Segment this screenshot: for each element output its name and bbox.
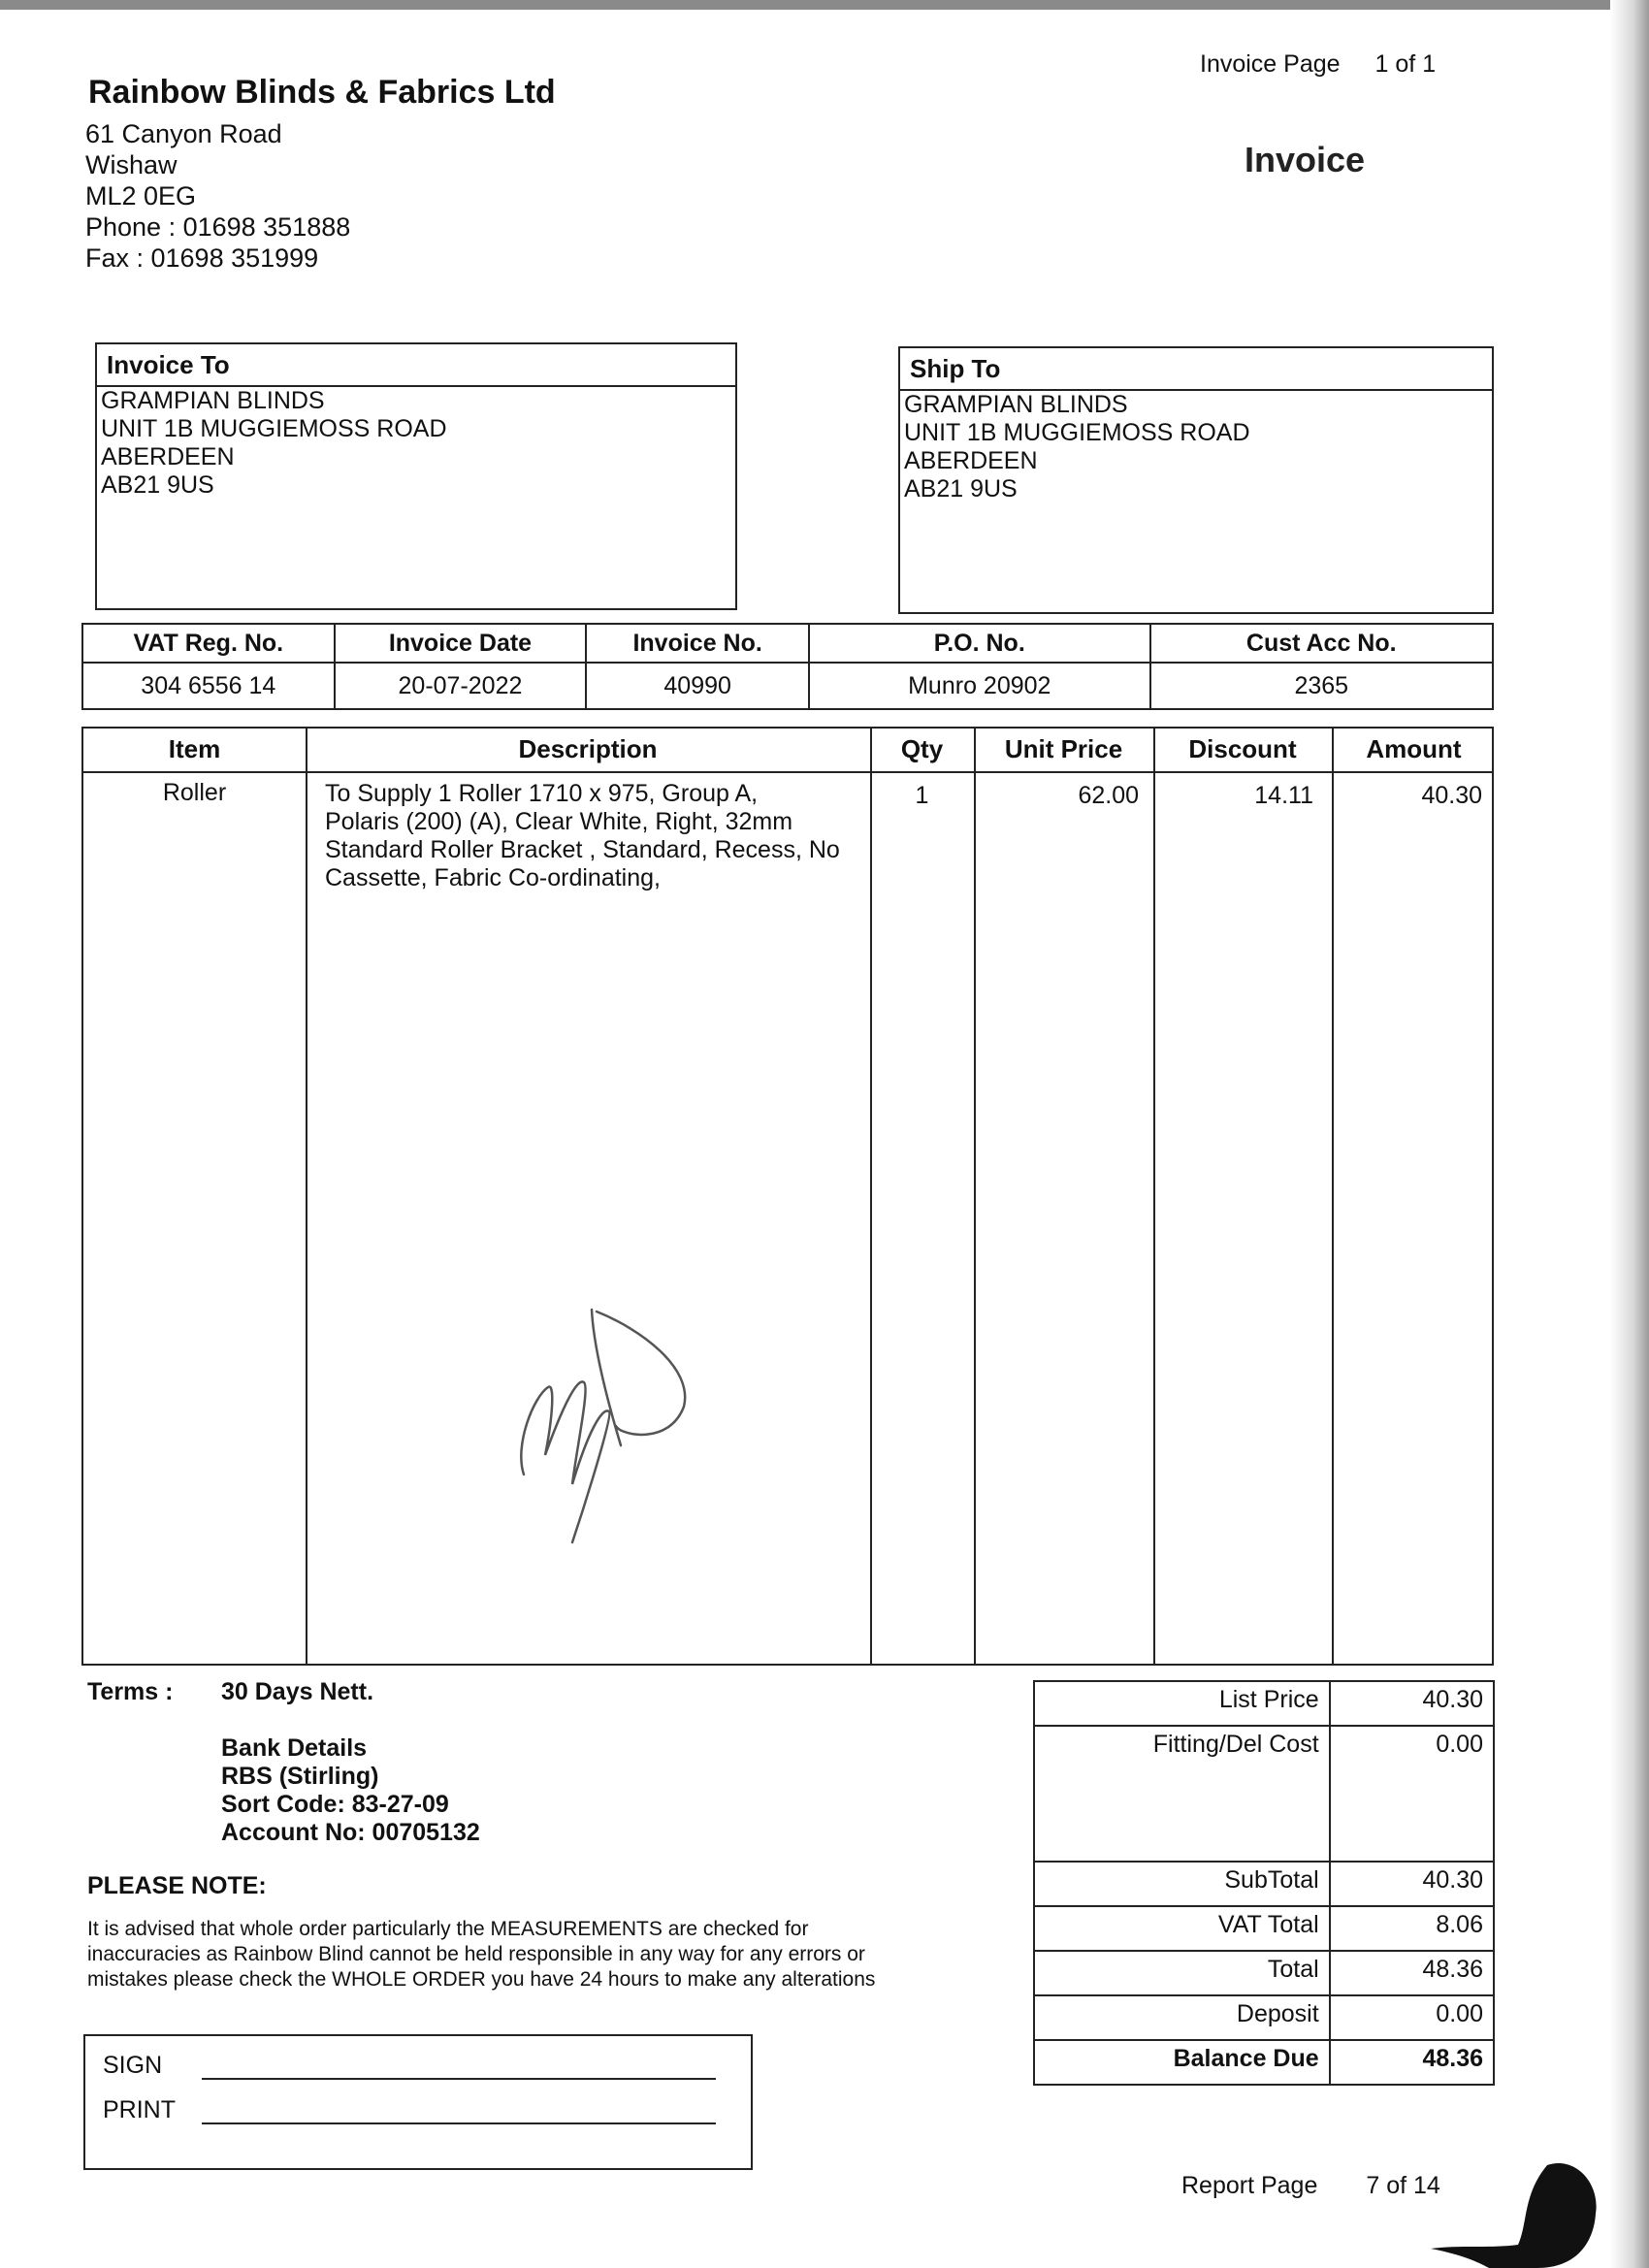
total-label: Total: [1034, 1951, 1330, 1995]
ship-to-line-3: ABERDEEN: [904, 447, 1038, 474]
invoice-to-line-4: AB21 9US: [101, 471, 214, 499]
invoice-page-label: Invoice Page: [1200, 50, 1341, 78]
terms-label: Terms :: [87, 1678, 174, 1705]
invoice-to-line-1: GRAMPIAN BLINDS: [101, 387, 325, 414]
please-note-heading: PLEASE NOTE:: [87, 1872, 267, 1899]
invoice-no-value: 40990: [586, 663, 809, 709]
scan-ink-blot: [1431, 2155, 1605, 2268]
row-item: Roller: [162, 779, 227, 806]
fitting-row: [1034, 1726, 1494, 1862]
please-note-line: inaccuracies as Rainbow Blind cannot be held responsible in any way for any errors or: [87, 1943, 865, 1965]
please-note-line: It is advised that whole order particularly the MEASUREMENTS are checked for: [87, 1918, 809, 1940]
items-header-divider: [83, 771, 1492, 773]
line-items-table: [81, 727, 1494, 1666]
company-name: Rainbow Blinds & Fabrics Ltd: [88, 74, 556, 111]
vat-total-row: [1034, 1906, 1494, 1951]
vat-reg-header: VAT Reg. No.: [82, 624, 335, 663]
invoice-to-box: [95, 342, 737, 610]
list-price-label: List Price: [1034, 1681, 1330, 1726]
row-description: [325, 780, 840, 892]
report-page-label: Report Page: [1181, 2172, 1318, 2199]
discount-header: Discount: [1188, 734, 1297, 763]
ship-to-box: [898, 346, 1494, 614]
report-page-number: [1181, 2172, 1440, 2200]
row-description-line: Polaris (200) (A), Clear White, Right, 32mm: [325, 808, 793, 835]
row-description-line: To Supply 1 Roller 1710 x 975, Group A,: [325, 780, 759, 807]
qty-header: Qty: [900, 734, 944, 763]
subtotal-value: 40.30: [1330, 1862, 1494, 1906]
bank-sort-code: Sort Code: 83-27-09: [221, 1791, 449, 1818]
description-header: Description: [518, 734, 658, 763]
list-price-row: [1034, 1681, 1494, 1726]
ship-to-line-1: GRAMPIAN BLINDS: [904, 391, 1128, 418]
po-no-value: Munro 20902: [809, 663, 1149, 709]
cust-acc-value: 2365: [1150, 663, 1493, 709]
row-description-line: Cassette, Fabric Co-ordinating,: [325, 864, 661, 891]
handwritten-signature: [495, 1290, 708, 1562]
deposit-row: [1034, 1995, 1494, 2040]
invoice-no-header: Invoice No.: [586, 624, 809, 663]
total-row: [1034, 1951, 1494, 1995]
invoice-info-header-row: [82, 624, 1493, 663]
company-address-line-1: 61 Canyon Road: [85, 119, 282, 148]
row-amount: 40.30: [1421, 782, 1482, 809]
invoice-info-table: [81, 623, 1494, 710]
ship-to-line-2: UNIT 1B MUGGIEMOSS ROAD: [904, 419, 1250, 446]
ship-to-title: Ship To: [900, 348, 1492, 391]
fitting-label: Fitting/Del Cost: [1034, 1726, 1330, 1862]
sign-label: SIGN: [103, 2052, 163, 2079]
invoice-to-line-2: UNIT 1B MUGGIEMOSS ROAD: [101, 415, 447, 442]
deposit-label: Deposit: [1034, 1995, 1330, 2040]
column-divider: [870, 729, 872, 1664]
invoice-to-title: Invoice To: [97, 344, 735, 387]
subtotal-label: SubTotal: [1034, 1862, 1330, 1906]
amount-header: Amount: [1366, 734, 1462, 763]
print-line[interactable]: [202, 2122, 716, 2124]
column-divider: [1332, 729, 1334, 1664]
balance-due-label: Balance Due: [1034, 2040, 1330, 2085]
column-divider: [306, 729, 307, 1664]
vat-total-value: 8.06: [1330, 1906, 1494, 1951]
fitting-value: 0.00: [1330, 1726, 1494, 1862]
please-note-text: [87, 1917, 980, 1993]
invoice-page-number: [1200, 50, 1436, 79]
terms-value: 30 Days Nett.: [221, 1678, 374, 1705]
column-divider: [1153, 729, 1155, 1664]
row-discount: 14.11: [1254, 782, 1313, 809]
bank-name: RBS (Stirling): [221, 1763, 379, 1790]
company-address-line-2: Wishaw: [85, 150, 178, 179]
please-note-line: mistakes please check the WHOLE ORDER you have 24 hours to make any alterations: [87, 1968, 876, 1991]
sign-print-box: [83, 2034, 753, 2170]
row-unit-price: 62.00: [1078, 782, 1139, 809]
invoice-page-value: 1 of 1: [1374, 50, 1437, 78]
ship-to-line-4: AB21 9US: [904, 475, 1018, 502]
invoice-date-value: 20-07-2022: [335, 663, 587, 709]
bank-account-no: Account No: 00705132: [221, 1819, 480, 1846]
document-title: Invoice: [1245, 140, 1366, 179]
bank-details-heading: Bank Details: [221, 1734, 368, 1762]
row-description-line: Standard Roller Bracket , Standard, Recess, No: [325, 836, 840, 863]
company-address-line-3: ML2 0EG: [85, 181, 197, 211]
vat-total-label: VAT Total: [1034, 1906, 1330, 1951]
scan-edge-top: [0, 0, 1649, 10]
list-price-value: 40.30: [1330, 1681, 1494, 1726]
item-header: Item: [168, 734, 221, 763]
deposit-value: 0.00: [1330, 1995, 1494, 2040]
report-page-value: 7 of 14: [1366, 2172, 1440, 2199]
po-no-header: P.O. No.: [809, 624, 1149, 663]
cust-acc-header: Cust Acc No.: [1150, 624, 1493, 663]
subtotal-row: [1034, 1862, 1494, 1906]
balance-due-value: 48.36: [1330, 2040, 1494, 2085]
column-divider: [974, 729, 976, 1664]
vat-reg-value: 304 6556 14: [82, 663, 335, 709]
total-value: 48.36: [1330, 1951, 1494, 1995]
invoice-to-line-3: ABERDEEN: [101, 443, 235, 470]
balance-due-row: [1034, 2040, 1494, 2085]
invoice-date-header: Invoice Date: [335, 624, 587, 663]
row-qty: 1: [915, 782, 929, 809]
company-phone: Phone : 01698 351888: [85, 212, 351, 242]
scan-edge-right: [1610, 0, 1649, 2268]
company-fax: Fax : 01698 351999: [85, 243, 319, 273]
totals-table: [1033, 1680, 1495, 2086]
sign-line[interactable]: [202, 2078, 716, 2080]
unit-price-header: Unit Price: [1004, 734, 1123, 763]
print-label: PRINT: [103, 2096, 176, 2123]
invoice-info-value-row: [82, 663, 1493, 709]
